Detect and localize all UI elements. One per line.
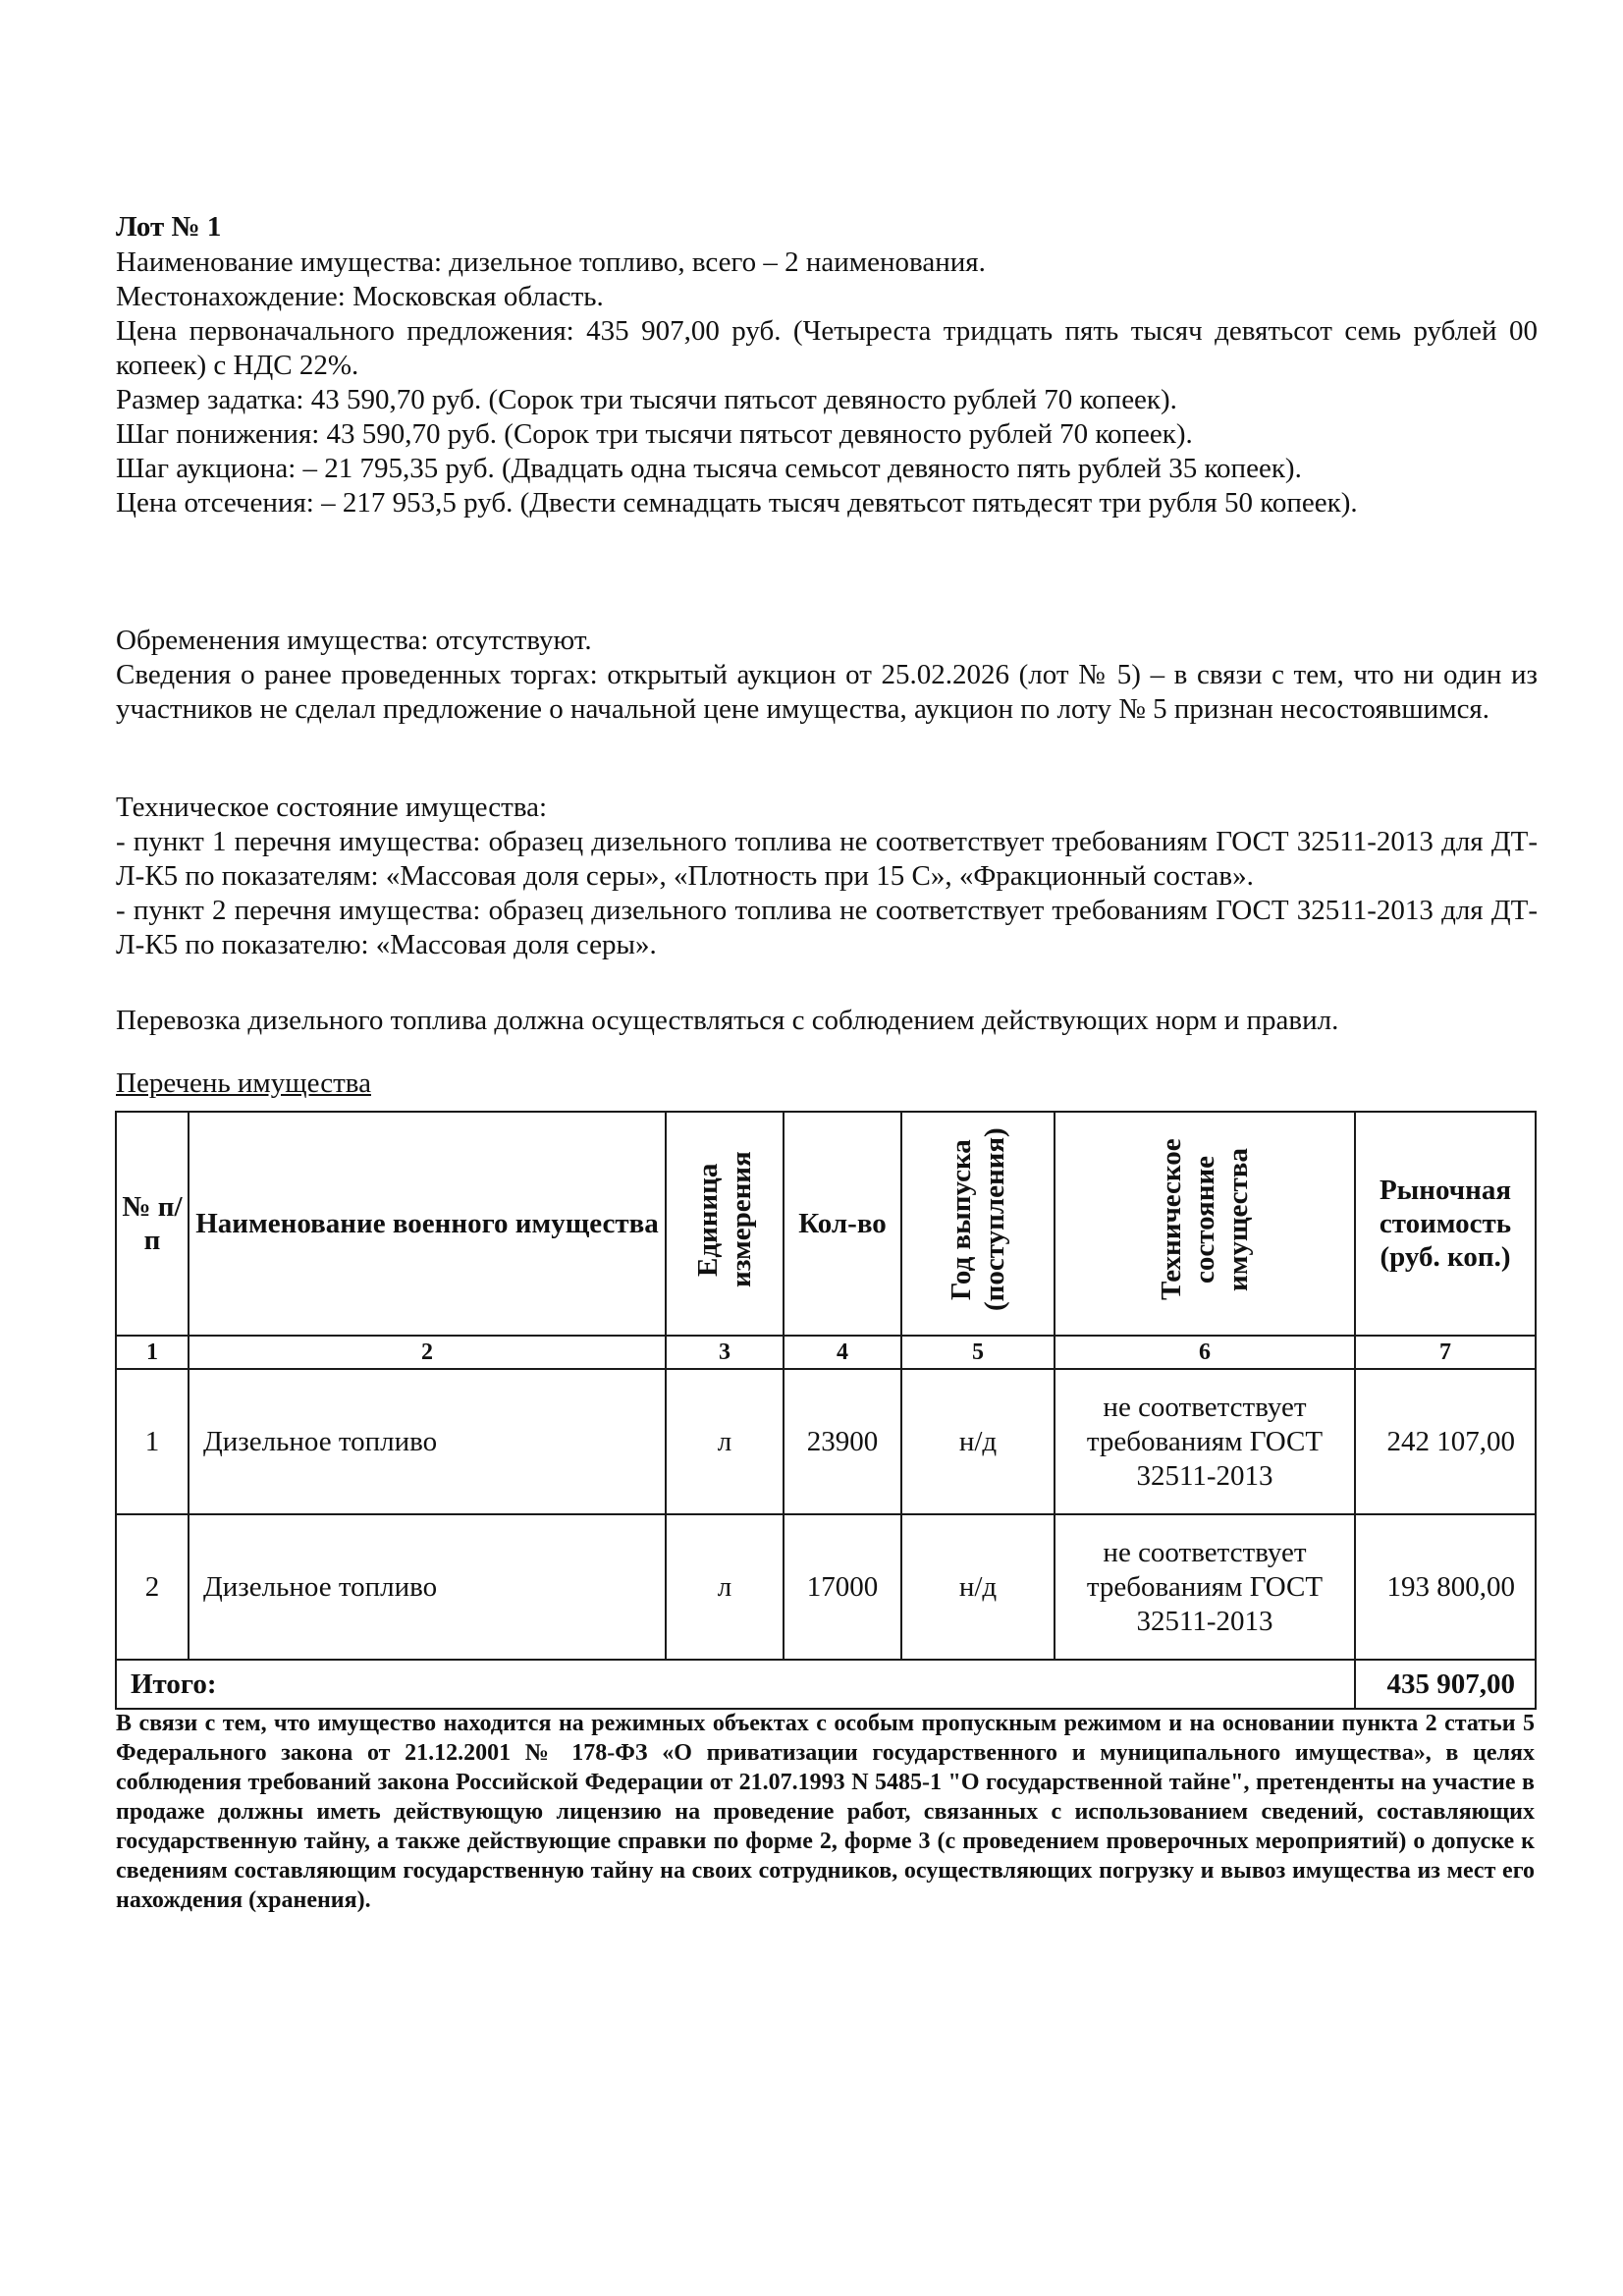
license-requirement-note: В связи с тем, что имущество находится на режимных объектах с особым пропускным режимом и на основании пункта 2 статьи 5 Федерального закона от 21.12.2001 № 178-ФЗ «О приватизации государственного и муниципального имущества», в целях соблюдения требований закона Российской Федерации от 21.07.1993 N 5485-1 "О государственной тайне", претенденты на участие в продаже должны иметь действующую лицензию на проведение работ, связанных с использованием сведений, составляющих государственную тайну, а также действующие справки по форме 2, форме 3 (с проведением проверочных мероприятий) о допуске к сведениям составляющим государственную тайну на своих сотрудников, осуществляющих погрузку и вывоз имущества из мест его нахождения (хранения).: [116, 1711, 1535, 1913]
table-row: [116, 1514, 1536, 1660]
row-number: 2: [116, 1514, 189, 1660]
column-number: 4: [784, 1336, 901, 1369]
encumbrance-line: Обременения имущества: отсутствуют.: [116, 625, 592, 656]
row-year: н/д: [901, 1514, 1055, 1660]
row-condition: не соответствует требованиям ГОСТ 32511-2013: [1055, 1369, 1355, 1514]
header-price: Рыночная стоимость (руб. коп.): [1355, 1112, 1536, 1336]
lot-title: Лот № 1: [116, 211, 222, 243]
total-row: [116, 1660, 1536, 1709]
header-name: Наименование военного имущества: [189, 1112, 666, 1336]
row-quantity: 23900: [784, 1369, 901, 1514]
transport-note: [116, 1004, 1538, 1038]
initial-price-line: Цена первоначального предложения: 435 907,00 руб. (Четыреста тридцать пять тысяч девятьсот семь рублей 00 копеек) с НДС 22%.: [116, 315, 1538, 381]
column-number-row: [116, 1336, 1536, 1369]
deposit-line: Размер задатка: 43 590,70 руб. (Сорок три тысячи пятьсот девяносто рублей 70 копеек).: [116, 384, 1177, 415]
previous-trades-paragraph: Сведения о ранее проведенных торгах: открытый аукцион от 25.02.2026 (лот № 5) – в связи с тем, что ни один из участников не сделал предложение о начальной цене имущества, аукцион по лоту № 5 признан несостоявшимся.: [116, 659, 1538, 725]
technical-heading: Техническое состояние имущества:: [116, 792, 548, 823]
column-number: 3: [666, 1336, 784, 1369]
row-unit: л: [666, 1369, 784, 1514]
header-year: Год выпуска (поступления): [901, 1112, 1055, 1336]
technical-condition-section: [116, 791, 1538, 962]
row-price: 242 107,00: [1355, 1369, 1536, 1514]
row-quantity: 17000: [784, 1514, 901, 1660]
inventory-caption: Перечень имущества: [116, 1067, 371, 1099]
row-item-name: Дизельное топливо: [189, 1369, 666, 1514]
row-item-name: Дизельное топливо: [189, 1514, 666, 1660]
column-number: 6: [1055, 1336, 1355, 1369]
total-label: Итого:: [116, 1660, 1355, 1709]
header-quantity: Кол-во: [784, 1112, 901, 1336]
lot-info: [116, 246, 1538, 520]
row-unit: л: [666, 1514, 784, 1660]
technical-item-2: - пункт 2 перечня имущества: образец дизельного топлива не соответствует требованиям ГОСТ 32511-2013 для ДТ-Л-К5 по показателю: «Массовая доля серы».: [116, 895, 1538, 960]
row-price: 193 800,00: [1355, 1514, 1536, 1660]
location-line: Местонахождение: Московская область.: [116, 281, 604, 312]
row-condition: не соответствует требованиям ГОСТ 32511-2013: [1055, 1514, 1355, 1660]
column-number: 5: [901, 1336, 1055, 1369]
header-unit: Единица измерения: [666, 1112, 784, 1336]
table-header-row: [116, 1112, 1536, 1336]
decrease-step-line: Шаг понижения: 43 590,70 руб. (Сорок три тысячи пятьсот девяносто рублей 70 копеек).: [116, 418, 1193, 450]
column-number: 2: [189, 1336, 666, 1369]
transport-text: Перевозка дизельного топлива должна осуществляться с соблюдением действующих норм и правил.: [116, 1005, 1339, 1036]
table-row: [116, 1369, 1536, 1514]
inventory-table: [115, 1111, 1537, 1710]
header-number: № п/п: [116, 1112, 189, 1336]
total-value: 435 907,00: [1355, 1660, 1536, 1709]
column-number: 1: [116, 1336, 189, 1369]
technical-item-1: - пункт 1 перечня имущества: образец дизельного топлива не соответствует требованиям ГОСТ 32511-2013 для ДТ-Л-К5 по показателям: «Массовая доля серы», «Плотность при 15 С», «Фракционный состав».: [116, 826, 1538, 892]
encumbrance-section: [116, 624, 1538, 727]
row-year: н/д: [901, 1369, 1055, 1514]
row-number: 1: [116, 1369, 189, 1514]
column-number: 7: [1355, 1336, 1536, 1369]
auction-step-line: Шаг аукциона: – 21 795,35 руб. (Двадцать одна тысяча семьсот девяносто пять рублей 35 копеек).: [116, 453, 1302, 484]
cutoff-price-line: Цена отсечения: – 217 953,5 руб. (Двести семнадцать тысяч девятьсот пятьдесят три рубля 50 копеек).: [116, 487, 1358, 519]
header-condition: Техническое состояние имущества: [1055, 1112, 1355, 1336]
property-name-line: Наименование имущества: дизельное топливо, всего – 2 наименования.: [116, 246, 986, 278]
